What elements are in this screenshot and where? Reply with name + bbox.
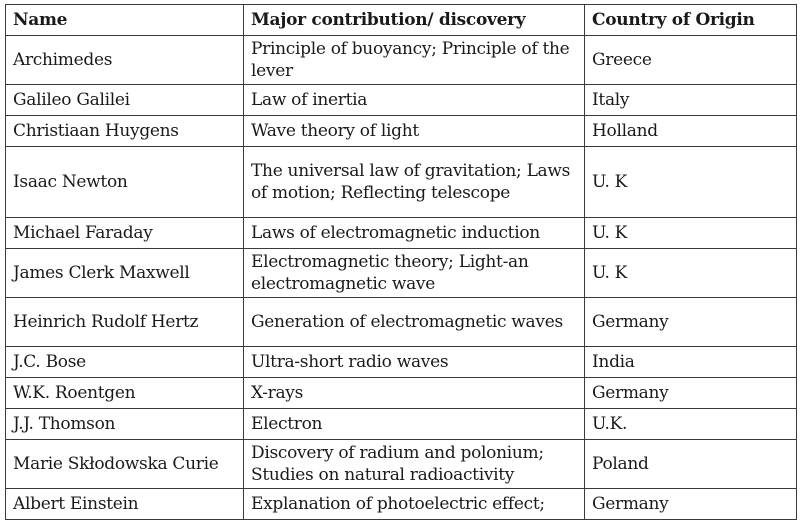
name-cell: J.C. Bose <box>6 347 244 378</box>
table-header-row <box>6 5 797 36</box>
header-name: Name <box>6 5 244 36</box>
country-cell: U. K <box>585 218 797 249</box>
table-row <box>6 489 797 520</box>
name-cell: J.J. Thomson <box>6 409 244 440</box>
name-cell: Albert Einstein <box>6 489 244 520</box>
contribution-cell: Discovery of radium and polonium; Studies on natural radioactivity <box>244 440 585 489</box>
table-row <box>6 249 797 298</box>
contribution-cell: Laws of electromagnetic induction <box>244 218 585 249</box>
country-cell: Germany <box>585 378 797 409</box>
header-country: Country of Origin <box>585 5 797 36</box>
contribution-cell: Law of inertia <box>244 85 585 116</box>
contribution-cell: Explanation of photoelectric effect; <box>244 489 585 520</box>
table-row <box>6 409 797 440</box>
table-row <box>6 116 797 147</box>
country-cell: U.K. <box>585 409 797 440</box>
country-cell: Italy <box>585 85 797 116</box>
name-cell: W.K. Roentgen <box>6 378 244 409</box>
table-row <box>6 440 797 489</box>
header-contribution: Major contribution/ discovery <box>244 5 585 36</box>
contribution-cell: Generation of electromagnetic waves <box>244 298 585 347</box>
table-row <box>6 36 797 85</box>
contribution-cell: The universal law of gravitation; Laws of motion; Reflecting telescope <box>244 147 585 218</box>
name-cell: Christiaan Huygens <box>6 116 244 147</box>
name-cell: Heinrich Rudolf Hertz <box>6 298 244 347</box>
table-row <box>6 85 797 116</box>
table-row <box>6 298 797 347</box>
country-cell: Greece <box>585 36 797 85</box>
contribution-cell: Electron <box>244 409 585 440</box>
name-cell: James Clerk Maxwell <box>6 249 244 298</box>
table-row <box>6 378 797 409</box>
contribution-cell: Principle of buoyancy; Principle of the lever <box>244 36 585 85</box>
contribution-cell: X-rays <box>244 378 585 409</box>
country-cell: Germany <box>585 489 797 520</box>
name-cell: Marie Skłodowska Curie <box>6 440 244 489</box>
table-row <box>6 147 797 218</box>
contribution-cell: Ultra-short radio waves <box>244 347 585 378</box>
country-cell: U. K <box>585 147 797 218</box>
contribution-cell: Wave theory of light <box>244 116 585 147</box>
scientists-table <box>5 4 797 520</box>
country-cell: Germany <box>585 298 797 347</box>
table-row <box>6 218 797 249</box>
name-cell: Michael Faraday <box>6 218 244 249</box>
name-cell: Archimedes <box>6 36 244 85</box>
name-cell: Isaac Newton <box>6 147 244 218</box>
country-cell: India <box>585 347 797 378</box>
contribution-cell: Electromagnetic theory; Light-an electromagnetic wave <box>244 249 585 298</box>
country-cell: Holland <box>585 116 797 147</box>
table-row <box>6 347 797 378</box>
country-cell: U. K <box>585 249 797 298</box>
country-cell: Poland <box>585 440 797 489</box>
name-cell: Galileo Galilei <box>6 85 244 116</box>
